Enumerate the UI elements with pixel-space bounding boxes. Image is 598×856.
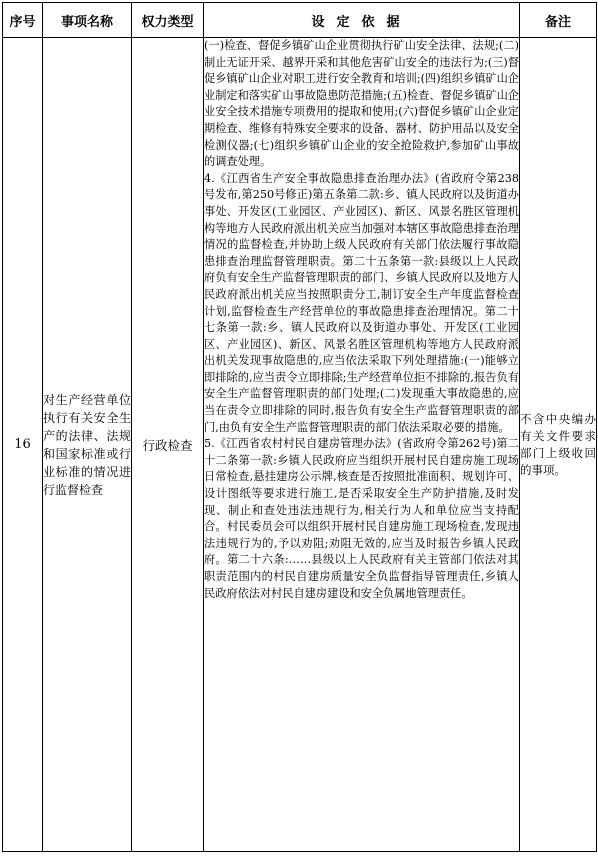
- table-row: [3, 38, 597, 852]
- header-note: 备注: [520, 3, 597, 38]
- row-power-type: 行政检查: [132, 38, 204, 852]
- header-item-name: 事项名称: [43, 3, 132, 38]
- header-serial-number: 序号: [3, 3, 43, 38]
- row-item-name: 对生产经营单位执行有关安全生产的法律、法规和国家标准或行业标准的情况进行监督检查: [43, 38, 132, 852]
- row-legal-basis: [204, 38, 520, 852]
- row-serial-number: 16: [3, 38, 43, 852]
- basis-paragraph-2: 4.《江西省生产安全事故隐患排查治理办法》(省政府令第238号发布,第250号修正)第五条第二款:乡、镇人民政府以及街道办事处、开发区(工业园区、产业园区)、新区、风景名胜区管理机构等地方人民政府派出机关应当加强对本辖区事故隐患排查治理情况的监督检查,并协助上级人民政府有关部门依法履行事故隐患排查治理监督管理职责。第二十五条第一款:县级以上人民政府负有安全生产监督管理职责的部门、乡镇人民政府以及地方人民政府派出机关应当按照职责分工,制订安全生产年度监督检查计划,监督检查生产经营单位的事故隐患排查治理情况。第二十七条第一款:乡、镇人民政府以及街道办事处、开发区(工业园区、产业园区)、新区、风景名胜区管理机构等地方人民政府派出机关发现事故隐患的,应当依法采取下列处理措施:(一)能够立即排除的,应当责令立即排除;生产经营单位拒不排除的,报告负有安全生产监督管理职责的部门处理;(二)发现重大事故隐患的,应当在责令立即排除的同时,报告负有安全生产监督管理职责的部门,由负有安全生产监督管理职责的部门依法采取必要的措施。: [204, 171, 519, 434]
- basis-paragraph-3: 5.《江西省农村村民自建房管理办法》(省政府令第262号)第二十二条第一款:乡镇人民政府应当组织开展村民自建房施工现场日常检查,悬挂建房公示牌,核查是否按照批准面积、规划许可、设计图纸等要求进行施工,是否采取安全生产防护措施,及时发现、制止和查处违法违规行为,相关行为人和单位应当支持配合。村民委员会可以组织开展村民自建房施工现场检查,发现违法违规行为的,予以劝阻;劝阻无效的,应当及时报告乡镇人民政府。第二十六条:……县级以上人民政府有关主管部门依法对其职责范围内的村民自建房质量安全负监督指导管理责任,乡镇人民政府依法对村民自建房建设和安全负属地管理责任。: [204, 437, 519, 600]
- header-power-type: 权力类型: [132, 3, 204, 38]
- row-note: 不含中央编办有关文件要求部门上级收回的事项。: [520, 38, 597, 852]
- table-header-row: [3, 3, 597, 38]
- header-legal-basis: 设定依据: [204, 3, 520, 38]
- basis-paragraph-1: (一)检查、督促乡镇矿山企业贯彻执行矿山安全法律、法规;(二)制止无证开采、越界开采和其他危害矿山安全的违法行为;(三)督促乡镇矿山企业对职工进行安全教育和培训;(四)组织乡镇矿山企业制定和落实矿山事故隐患防范措施;(五)检查、督促乡镇矿山企业安全技术措施专项费用的提取和使用;(六)督促乡镇矿山企业定期检查、维修有特殊安全要求的设备、器材、防护用品以及安全检测仪器;(七)组织乡镇矿山企业的安全抢险救护,参加矿山事故的调查处理。: [204, 39, 519, 169]
- power-list-table: [2, 2, 597, 852]
